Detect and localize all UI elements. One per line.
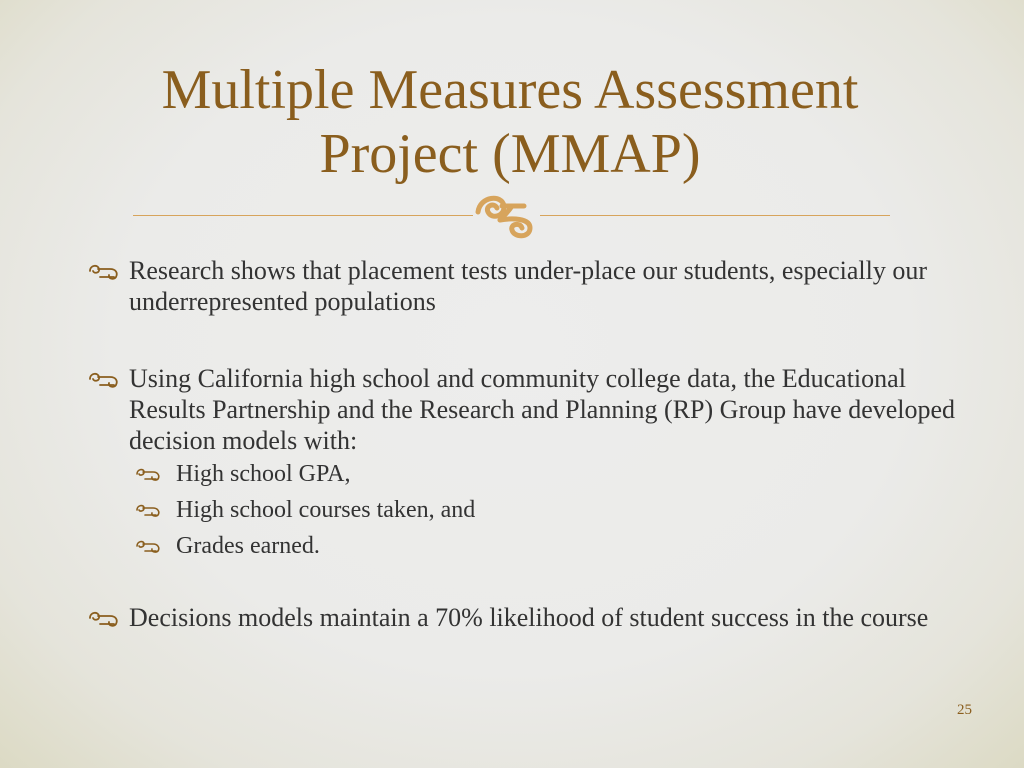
title-line-2: Project (MMAP) bbox=[319, 123, 701, 185]
page-number: 25 bbox=[957, 702, 972, 718]
scroll-bullet-icon bbox=[88, 610, 120, 628]
bullet-item bbox=[88, 602, 958, 633]
sub-bullet-item bbox=[129, 492, 958, 528]
title-divider-left bbox=[133, 215, 473, 216]
sub-bullet-text: High school courses taken, and bbox=[176, 497, 476, 523]
sub-bullet-text: Grades earned. bbox=[176, 533, 320, 559]
scroll-subbullet-icon bbox=[135, 503, 161, 518]
sub-bullet-text: High school GPA, bbox=[176, 461, 351, 487]
page-title bbox=[60, 58, 960, 186]
sub-bullet-item bbox=[129, 456, 958, 492]
title-line-1: Multiple Measures Assessment bbox=[161, 59, 859, 121]
slide-body bbox=[88, 255, 958, 633]
title-divider-right bbox=[540, 215, 890, 216]
scroll-ornament-icon bbox=[472, 190, 540, 240]
sub-bullet-item bbox=[129, 528, 958, 564]
bullet-text: Using California high school and community college data, the Educational Results Partnership and the Research and Planning (RP) Group have developed decision models with: bbox=[129, 364, 956, 455]
bullet-item bbox=[88, 255, 958, 317]
scroll-bullet-icon bbox=[88, 371, 120, 389]
scroll-bullet-icon bbox=[88, 263, 120, 281]
scroll-subbullet-icon bbox=[135, 539, 161, 554]
bullet-item bbox=[88, 363, 958, 456]
bullet-text: Decisions models maintain a 70% likelihood of student success in the course bbox=[129, 603, 929, 632]
scroll-subbullet-icon bbox=[135, 467, 161, 482]
bullet-text: Research shows that placement tests under-place our students, especially our underrepresented populations bbox=[129, 256, 928, 316]
